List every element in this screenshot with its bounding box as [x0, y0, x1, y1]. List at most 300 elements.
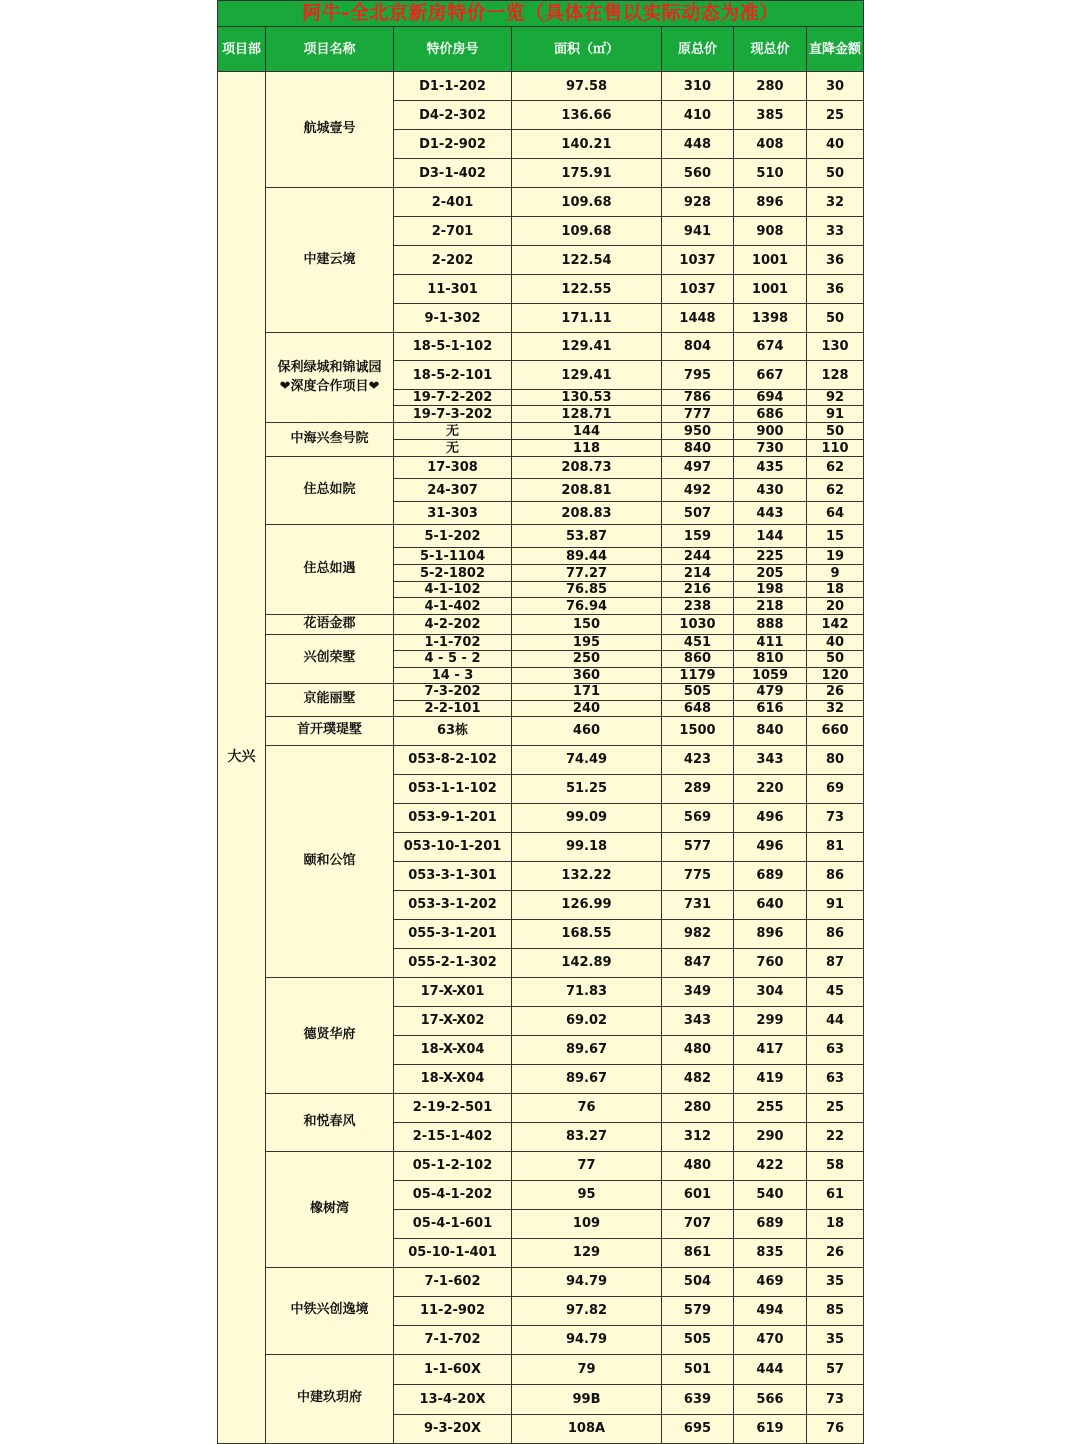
area-cell: 94.79	[512, 1267, 662, 1296]
current-price-cell: 422	[734, 1151, 807, 1180]
unit-number-cell: 7-1-602	[394, 1267, 512, 1296]
current-price-cell: 299	[734, 1006, 807, 1035]
unit-number-cell: 4-1-102	[394, 582, 512, 598]
area-cell: 71.83	[512, 977, 662, 1006]
original-price-cell: 244	[662, 548, 734, 565]
area-cell: 171.11	[512, 304, 662, 333]
header-department: 项目部	[218, 27, 266, 72]
original-price-cell: 648	[662, 700, 734, 716]
original-price-cell: 480	[662, 1035, 734, 1064]
original-price-cell: 860	[662, 650, 734, 667]
unit-number-cell: 24-307	[394, 479, 512, 502]
area-cell: 136.66	[512, 101, 662, 130]
original-price-cell: 423	[662, 745, 734, 774]
sheet-title: 阿牛-全北京新房特价一览（具体在售以实际动态为准）	[218, 1, 864, 27]
current-price-cell: 205	[734, 565, 807, 582]
table-row	[218, 634, 864, 650]
current-price-cell: 280	[734, 72, 807, 101]
discount-cell: 26	[807, 683, 864, 700]
discount-cell: 50	[807, 423, 864, 440]
discount-cell: 57	[807, 1354, 864, 1384]
area-cell: 99B	[512, 1384, 662, 1414]
project-name-cell: 颐和公馆	[266, 745, 394, 977]
original-price-cell: 941	[662, 217, 734, 246]
discount-cell: 61	[807, 1180, 864, 1209]
area-cell: 74.49	[512, 745, 662, 774]
current-price-cell: 496	[734, 832, 807, 861]
current-price-cell: 408	[734, 130, 807, 159]
discount-cell: 40	[807, 130, 864, 159]
area-cell: 89.67	[512, 1035, 662, 1064]
original-price-cell: 777	[662, 406, 734, 423]
unit-number-cell: 17-308	[394, 457, 512, 479]
current-price-cell: 900	[734, 423, 807, 440]
table-row	[218, 683, 864, 700]
unit-number-cell: 2-401	[394, 188, 512, 217]
original-price-cell: 731	[662, 890, 734, 919]
original-price-cell: 310	[662, 72, 734, 101]
discount-cell: 50	[807, 304, 864, 333]
unit-number-cell: 055-2-1-302	[394, 948, 512, 977]
original-price-cell: 410	[662, 101, 734, 130]
current-price-cell: 469	[734, 1267, 807, 1296]
unit-number-cell: 053-3-1-202	[394, 890, 512, 919]
unit-number-cell: 18-X-X04	[394, 1064, 512, 1093]
area-cell: 208.83	[512, 502, 662, 525]
original-price-cell: 577	[662, 832, 734, 861]
discount-cell: 32	[807, 700, 864, 716]
area-cell: 89.44	[512, 548, 662, 565]
current-price-cell: 667	[734, 361, 807, 390]
original-price-cell: 707	[662, 1209, 734, 1238]
unit-number-cell: 63栋	[394, 716, 512, 745]
original-price-cell: 861	[662, 1238, 734, 1267]
discount-cell: 63	[807, 1035, 864, 1064]
current-price-cell: 470	[734, 1325, 807, 1354]
current-price-cell: 896	[734, 188, 807, 217]
area-cell: 140.21	[512, 130, 662, 159]
current-price-cell: 810	[734, 650, 807, 667]
current-price-cell: 144	[734, 525, 807, 548]
area-cell: 129.41	[512, 361, 662, 390]
discount-cell: 142	[807, 615, 864, 635]
current-price-cell: 290	[734, 1122, 807, 1151]
discount-cell: 32	[807, 188, 864, 217]
unit-number-cell: 2-15-1-402	[394, 1122, 512, 1151]
discount-cell: 15	[807, 525, 864, 548]
discount-cell: 76	[807, 1414, 864, 1443]
area-cell: 168.55	[512, 919, 662, 948]
original-price-cell: 560	[662, 159, 734, 188]
area-cell: 142.89	[512, 948, 662, 977]
area-cell: 208.81	[512, 479, 662, 502]
discount-cell: 26	[807, 1238, 864, 1267]
discount-cell: 86	[807, 919, 864, 948]
area-cell: 175.91	[512, 159, 662, 188]
current-price-cell: 443	[734, 502, 807, 525]
unit-number-cell: 5-1-202	[394, 525, 512, 548]
area-cell: 460	[512, 716, 662, 745]
table-row	[218, 745, 864, 774]
current-price-cell: 1398	[734, 304, 807, 333]
original-price-cell: 501	[662, 1354, 734, 1384]
area-cell: 130.53	[512, 390, 662, 406]
discount-cell: 35	[807, 1267, 864, 1296]
unit-number-cell: 2-202	[394, 246, 512, 275]
discount-cell: 87	[807, 948, 864, 977]
unit-number-cell: 05-4-1-202	[394, 1180, 512, 1209]
discount-cell: 22	[807, 1122, 864, 1151]
discount-cell: 45	[807, 977, 864, 1006]
original-price-cell: 238	[662, 598, 734, 615]
discount-cell: 40	[807, 634, 864, 650]
area-cell: 129.41	[512, 333, 662, 361]
unit-number-cell: 5-2-1802	[394, 565, 512, 582]
current-price-cell: 494	[734, 1296, 807, 1325]
area-cell: 360	[512, 667, 662, 683]
current-price-cell: 896	[734, 919, 807, 948]
original-price-cell: 786	[662, 390, 734, 406]
unit-number-cell: 4-2-202	[394, 615, 512, 635]
original-price-cell: 840	[662, 440, 734, 457]
unit-number-cell: 无	[394, 440, 512, 457]
area-cell: 51.25	[512, 774, 662, 803]
unit-number-cell: D3-1-402	[394, 159, 512, 188]
original-price-cell: 639	[662, 1384, 734, 1414]
current-price-cell: 218	[734, 598, 807, 615]
project-name-cell: 和悦春风	[266, 1093, 394, 1151]
original-price-cell: 1500	[662, 716, 734, 745]
area-cell: 76.85	[512, 582, 662, 598]
area-cell: 108A	[512, 1414, 662, 1443]
price-table	[217, 0, 864, 1444]
discount-cell: 36	[807, 275, 864, 304]
current-price-cell: 540	[734, 1180, 807, 1209]
area-cell: 77.27	[512, 565, 662, 582]
discount-cell: 18	[807, 582, 864, 598]
current-price-cell: 198	[734, 582, 807, 598]
original-price-cell: 289	[662, 774, 734, 803]
unit-number-cell: D1-1-202	[394, 72, 512, 101]
original-price-cell: 982	[662, 919, 734, 948]
original-price-cell: 804	[662, 333, 734, 361]
original-price-cell: 795	[662, 361, 734, 390]
original-price-cell: 214	[662, 565, 734, 582]
current-price-cell: 430	[734, 479, 807, 502]
project-name-cell: 首开璞瑅墅	[266, 716, 394, 745]
discount-cell: 50	[807, 159, 864, 188]
current-price-cell: 225	[734, 548, 807, 565]
current-price-cell: 304	[734, 977, 807, 1006]
area-cell: 76	[512, 1093, 662, 1122]
discount-cell: 73	[807, 1384, 864, 1414]
original-price-cell: 1037	[662, 246, 734, 275]
current-price-cell: 220	[734, 774, 807, 803]
original-price-cell: 928	[662, 188, 734, 217]
discount-cell: 58	[807, 1151, 864, 1180]
current-price-cell: 640	[734, 890, 807, 919]
discount-cell: 62	[807, 479, 864, 502]
original-price-cell: 601	[662, 1180, 734, 1209]
current-price-cell: 689	[734, 1209, 807, 1238]
area-cell: 195	[512, 634, 662, 650]
area-cell: 83.27	[512, 1122, 662, 1151]
current-price-cell: 496	[734, 803, 807, 832]
discount-cell: 660	[807, 716, 864, 745]
unit-number-cell: 13-4-20X	[394, 1384, 512, 1414]
table-row	[218, 1267, 864, 1296]
discount-cell: 30	[807, 72, 864, 101]
original-price-cell: 448	[662, 130, 734, 159]
unit-number-cell: 05-4-1-601	[394, 1209, 512, 1238]
unit-number-cell: 17-X-X02	[394, 1006, 512, 1035]
header-current-price: 现总价	[734, 27, 807, 72]
discount-cell: 81	[807, 832, 864, 861]
current-price-cell: 619	[734, 1414, 807, 1443]
discount-cell: 73	[807, 803, 864, 832]
project-name-cell: 保利绿城和锦诚园 ❤深度合作项目❤	[266, 333, 394, 423]
area-cell: 109.68	[512, 217, 662, 246]
area-cell: 109.68	[512, 188, 662, 217]
unit-number-cell: 11-2-902	[394, 1296, 512, 1325]
discount-cell: 69	[807, 774, 864, 803]
original-price-cell: 847	[662, 948, 734, 977]
discount-cell: 128	[807, 361, 864, 390]
table-row	[218, 333, 864, 361]
unit-number-cell: 31-303	[394, 502, 512, 525]
area-cell: 69.02	[512, 1006, 662, 1035]
current-price-cell: 255	[734, 1093, 807, 1122]
current-price-cell: 835	[734, 1238, 807, 1267]
unit-number-cell: 053-10-1-201	[394, 832, 512, 861]
discount-cell: 33	[807, 217, 864, 246]
unit-number-cell: 18-5-1-102	[394, 333, 512, 361]
discount-cell: 120	[807, 667, 864, 683]
original-price-cell: 569	[662, 803, 734, 832]
discount-cell: 130	[807, 333, 864, 361]
unit-number-cell: D1-2-902	[394, 130, 512, 159]
header-project-name: 项目名称	[266, 27, 394, 72]
current-price-cell: 760	[734, 948, 807, 977]
original-price-cell: 695	[662, 1414, 734, 1443]
table-row	[218, 1354, 864, 1384]
discount-cell: 64	[807, 502, 864, 525]
unit-number-cell: 05-10-1-401	[394, 1238, 512, 1267]
area-cell: 94.79	[512, 1325, 662, 1354]
unit-number-cell: 17-X-X01	[394, 977, 512, 1006]
table-row	[218, 1151, 864, 1180]
discount-cell: 36	[807, 246, 864, 275]
current-price-cell: 479	[734, 683, 807, 700]
area-cell: 128.71	[512, 406, 662, 423]
table-body	[218, 72, 864, 1444]
unit-number-cell: 5-1-1104	[394, 548, 512, 565]
unit-number-cell: 7-3-202	[394, 683, 512, 700]
unit-number-cell: 19-7-2-202	[394, 390, 512, 406]
discount-cell: 80	[807, 745, 864, 774]
area-cell: 79	[512, 1354, 662, 1384]
discount-cell: 44	[807, 1006, 864, 1035]
header-row	[218, 27, 864, 72]
area-cell: 126.99	[512, 890, 662, 919]
original-price-cell: 507	[662, 502, 734, 525]
original-price-cell: 497	[662, 457, 734, 479]
unit-number-cell: 053-1-1-102	[394, 774, 512, 803]
area-cell: 122.54	[512, 246, 662, 275]
current-price-cell: 444	[734, 1354, 807, 1384]
current-price-cell: 730	[734, 440, 807, 457]
current-price-cell: 1001	[734, 246, 807, 275]
table-row	[218, 457, 864, 479]
current-price-cell: 419	[734, 1064, 807, 1093]
table-row	[218, 716, 864, 745]
area-cell: 171	[512, 683, 662, 700]
header-area: 面积（㎡）	[512, 27, 662, 72]
unit-number-cell: 053-8-2-102	[394, 745, 512, 774]
project-name-cell: 德贤华府	[266, 977, 394, 1093]
current-price-cell: 689	[734, 861, 807, 890]
original-price-cell: 504	[662, 1267, 734, 1296]
discount-cell: 35	[807, 1325, 864, 1354]
unit-number-cell: 1-1-60X	[394, 1354, 512, 1384]
area-cell: 76.94	[512, 598, 662, 615]
unit-number-cell: 2-701	[394, 217, 512, 246]
area-cell: 109	[512, 1209, 662, 1238]
original-price-cell: 775	[662, 861, 734, 890]
original-price-cell: 1037	[662, 275, 734, 304]
area-cell: 129	[512, 1238, 662, 1267]
unit-number-cell: 053-3-1-301	[394, 861, 512, 890]
project-name-cell: 中建云境	[266, 188, 394, 333]
project-name-cell: 京能丽墅	[266, 683, 394, 716]
discount-cell: 85	[807, 1296, 864, 1325]
project-name-cell: 兴创荣墅	[266, 634, 394, 683]
original-price-cell: 492	[662, 479, 734, 502]
project-name-cell: 航城壹号	[266, 72, 394, 188]
current-price-cell: 1059	[734, 667, 807, 683]
area-cell: 122.55	[512, 275, 662, 304]
area-cell: 99.18	[512, 832, 662, 861]
current-price-cell: 888	[734, 615, 807, 635]
discount-cell: 91	[807, 406, 864, 423]
area-cell: 132.22	[512, 861, 662, 890]
discount-cell: 62	[807, 457, 864, 479]
project-name-cell: 花语金郡	[266, 615, 394, 635]
discount-cell: 86	[807, 861, 864, 890]
project-name-cell: 橡树湾	[266, 1151, 394, 1267]
area-cell: 240	[512, 700, 662, 716]
area-cell: 150	[512, 615, 662, 635]
current-price-cell: 616	[734, 700, 807, 716]
area-cell: 208.73	[512, 457, 662, 479]
department-cell: 大兴	[218, 72, 266, 1444]
area-cell: 95	[512, 1180, 662, 1209]
discount-cell: 25	[807, 1093, 864, 1122]
unit-number-cell: 18-5-2-101	[394, 361, 512, 390]
original-price-cell: 280	[662, 1093, 734, 1122]
area-cell: 89.67	[512, 1064, 662, 1093]
table-row	[218, 72, 864, 101]
original-price-cell: 482	[662, 1064, 734, 1093]
unit-number-cell: 053-9-1-201	[394, 803, 512, 832]
original-price-cell: 950	[662, 423, 734, 440]
header-original-price: 原总价	[662, 27, 734, 72]
original-price-cell: 1448	[662, 304, 734, 333]
discount-cell: 110	[807, 440, 864, 457]
original-price-cell: 480	[662, 1151, 734, 1180]
current-price-cell: 566	[734, 1384, 807, 1414]
current-price-cell: 343	[734, 745, 807, 774]
current-price-cell: 510	[734, 159, 807, 188]
discount-cell: 19	[807, 548, 864, 565]
discount-cell: 18	[807, 1209, 864, 1238]
area-cell: 53.87	[512, 525, 662, 548]
original-price-cell: 1030	[662, 615, 734, 635]
original-price-cell: 1179	[662, 667, 734, 683]
project-name-cell: 住总如院	[266, 457, 394, 525]
current-price-cell: 908	[734, 217, 807, 246]
current-price-cell: 686	[734, 406, 807, 423]
current-price-cell: 385	[734, 101, 807, 130]
table-row	[218, 615, 864, 635]
original-price-cell: 349	[662, 977, 734, 1006]
header-unit-number: 特价房号	[394, 27, 512, 72]
table-row	[218, 977, 864, 1006]
original-price-cell: 505	[662, 683, 734, 700]
area-cell: 99.09	[512, 803, 662, 832]
table-row	[218, 423, 864, 440]
area-cell: 97.82	[512, 1296, 662, 1325]
original-price-cell: 505	[662, 1325, 734, 1354]
unit-number-cell: 无	[394, 423, 512, 440]
header-discount: 直降金额	[807, 27, 864, 72]
project-name-cell: 住总如遇	[266, 525, 394, 615]
original-price-cell: 159	[662, 525, 734, 548]
unit-number-cell: 19-7-3-202	[394, 406, 512, 423]
discount-cell: 92	[807, 390, 864, 406]
table-row	[218, 525, 864, 548]
unit-number-cell: 11-301	[394, 275, 512, 304]
table-row	[218, 1093, 864, 1122]
area-cell: 250	[512, 650, 662, 667]
current-price-cell: 411	[734, 634, 807, 650]
current-price-cell: 840	[734, 716, 807, 745]
current-price-cell: 674	[734, 333, 807, 361]
unit-number-cell: 2-2-101	[394, 700, 512, 716]
area-cell: 97.58	[512, 72, 662, 101]
current-price-cell: 694	[734, 390, 807, 406]
unit-number-cell: 4 - 5 - 2	[394, 650, 512, 667]
discount-cell: 20	[807, 598, 864, 615]
area-cell: 118	[512, 440, 662, 457]
discount-cell: 50	[807, 650, 864, 667]
original-price-cell: 579	[662, 1296, 734, 1325]
unit-number-cell: D4-2-302	[394, 101, 512, 130]
original-price-cell: 343	[662, 1006, 734, 1035]
unit-number-cell: 14 - 3	[394, 667, 512, 683]
discount-cell: 63	[807, 1064, 864, 1093]
price-sheet	[217, 0, 863, 1444]
project-name-cell: 中铁兴创逸境	[266, 1267, 394, 1354]
original-price-cell: 216	[662, 582, 734, 598]
unit-number-cell: 18-X-X04	[394, 1035, 512, 1064]
original-price-cell: 451	[662, 634, 734, 650]
discount-cell: 25	[807, 101, 864, 130]
discount-cell: 9	[807, 565, 864, 582]
original-price-cell: 312	[662, 1122, 734, 1151]
unit-number-cell: 05-1-2-102	[394, 1151, 512, 1180]
unit-number-cell: 055-3-1-201	[394, 919, 512, 948]
